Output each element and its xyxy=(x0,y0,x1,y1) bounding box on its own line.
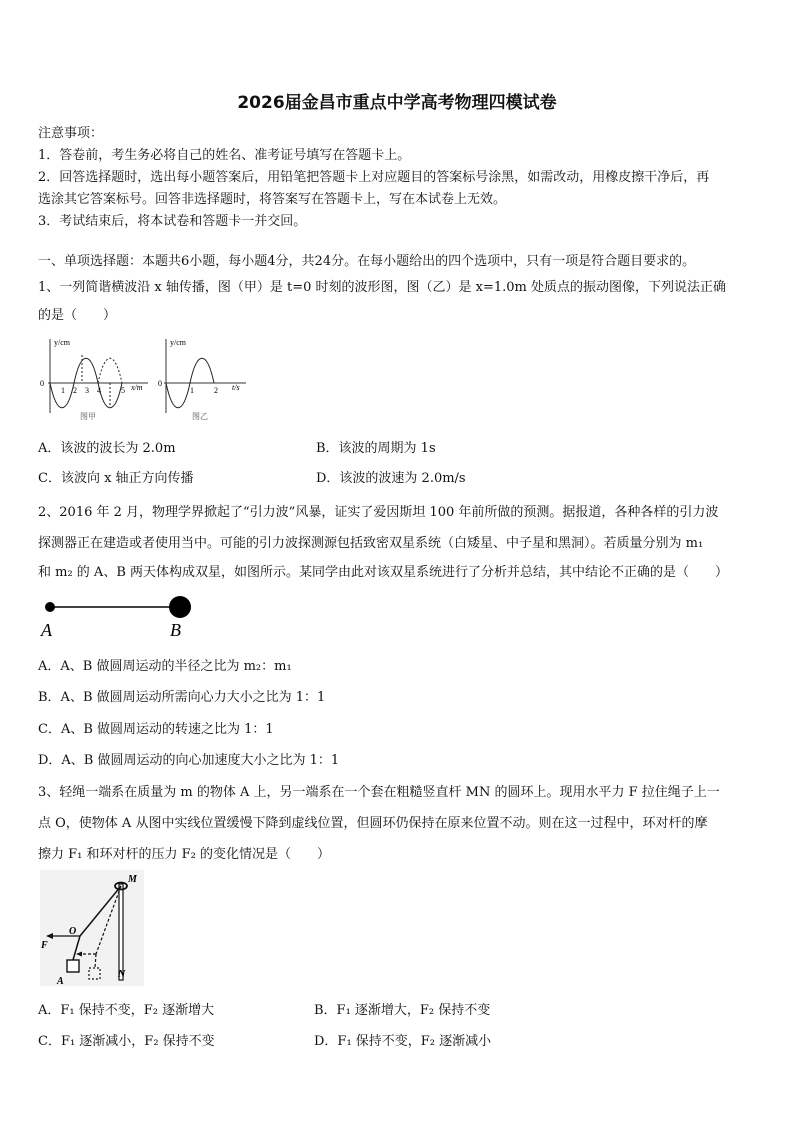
label-m: M xyxy=(128,874,137,885)
fig-a-caption: 图甲 xyxy=(80,412,96,421)
fig-a-xlabel: x/m xyxy=(131,383,143,392)
fig-a-tick-1: 1 xyxy=(61,386,65,395)
q1-option-b: B．该波的周期为 1s xyxy=(316,441,436,456)
fig-a-ylabel: y/cm xyxy=(54,338,70,347)
star-a xyxy=(45,602,55,612)
block-a xyxy=(67,960,79,972)
fig-b-caption: 图乙 xyxy=(192,412,208,421)
q3-stem-line1: 3、轻绳一端系在质量为 m 的物体 A 上，另一端系在一个套在粗糙竖直杆 MN 的圆环上。现用水平力 F 拉住绳子上一 xyxy=(38,785,720,800)
star-b-label: B xyxy=(170,620,181,640)
q2-option-d: D．A、B 做圆周运动的向心加速度大小之比为 1：1 xyxy=(38,753,340,768)
page-title: 2026届金昌市重点中学高考物理四模试卷 xyxy=(237,93,557,113)
q2-stem-line2: 探测器正在建造或者使用当中。可能的引力波探测源包括致密双星系统（白矮星、中子星和黑洞）。若质量分别为 m₁ xyxy=(38,536,704,551)
section-heading: 一、单项选择题：本题共6小题，每小题4分，共24分。在每小题给出的四个选项中，只有一项是符合题目要求的。 xyxy=(38,254,696,269)
q3-stem-line2: 点 O，使物体 A 从图中实线位置缓慢下降到虚线位置，但圆环仍保持在原来位置不动。则在这一过程中，环对杆的摩 xyxy=(38,816,708,831)
q1-stem-line2: 的是（ ） xyxy=(38,308,117,323)
q3-option-d: D．F₁ 保持不变，F₂ 逐渐减小 xyxy=(314,1034,492,1049)
fig-a-tick-4: 4 xyxy=(97,386,101,395)
q3-rope-figure xyxy=(36,868,148,990)
label-f: F xyxy=(41,940,48,951)
rod-mn xyxy=(119,884,123,980)
notice-item-3: 3．考试结束后，将本试卷和答题卡一并交回。 xyxy=(38,214,307,229)
q3-option-c: C．F₁ 逐渐减小，F₂ 保持不变 xyxy=(38,1034,215,1049)
fig-b-ylabel: y/cm xyxy=(170,338,186,347)
q1-stem-line1: 1、一列简谐横波沿 x 轴传播，图（甲）是 t=0 时刻的波形图，图（乙）是 x=1.0m 处质点的振动图像，下列说法正确 xyxy=(38,280,727,295)
fig-b-origin: 0 xyxy=(158,379,162,388)
q1-figure-b-vibration xyxy=(158,333,253,425)
fig-a-origin: 0 xyxy=(40,379,44,388)
q1-option-c: C．该波向 x 轴正方向传播 xyxy=(38,471,194,486)
q3-option-b: B．F₁ 逐渐增大，F₂ 保持不变 xyxy=(314,1003,491,1018)
q2-option-a: A．A、B 做圆周运动的半径之比为 m₂：m₁ xyxy=(38,659,292,674)
star-b xyxy=(169,596,191,618)
notice-heading: 注意事项： xyxy=(38,126,104,141)
figure-background xyxy=(40,870,144,986)
q2-option-c: C．A、B 做圆周运动的转速之比为 1：1 xyxy=(38,722,274,737)
notice-item-1: 1．答卷前，考生务必将自己的姓名、准考证号填写在答题卡上。 xyxy=(38,148,411,163)
fig-a-tick-5: 5 xyxy=(121,386,125,395)
q1-option-a: A．该波的波长为 2.0m xyxy=(38,441,176,456)
q2-stem-line1: 2、2016 年 2 月，物理学界掀起了“引力波”风暴，证实了爱因斯坦 100 年前所做的预测。据报道，各种各样的引力波 xyxy=(38,505,719,520)
star-a-label: A xyxy=(41,620,52,640)
label-n: N xyxy=(118,969,126,980)
notice-item-2: 2．回答选择题时，选出每小题答案后，用铅笔把答题卡上对应题目的答案标号涂黑，如需改动，用橡皮擦干净后，再 xyxy=(38,170,710,185)
q2-binary-star-figure xyxy=(38,590,198,642)
fig-b-xlabel: t/s xyxy=(232,383,240,392)
fig-a-tick-3: 3 xyxy=(85,386,89,395)
label-a: A xyxy=(57,976,64,987)
q3-option-a: A．F₁ 保持不变，F₂ 逐渐增大 xyxy=(38,1003,215,1018)
q2-option-b: B．A、B 做圆周运动所需向心力大小之比为 1：1 xyxy=(38,690,326,705)
fig-b-tick-1: 1 xyxy=(190,386,194,395)
notice-item-2-cont: 选涂其它答案标号。回答非选择题时，将答案写在答题卡上，写在本试卷上无效。 xyxy=(38,192,507,207)
q3-stem-line3: 擦力 F₁ 和环对杆的压力 F₂ 的变化情况是（ ） xyxy=(38,847,330,862)
q2-stem-line3: 和 m₂ 的 A、B 两天体构成双星，如图所示。某同学由此对该双星系统进行了分析并总结，其中结论不正确的是（ ） xyxy=(38,565,729,580)
fig-b-tick-2: 2 xyxy=(214,386,218,395)
q1-figure-a-waveform xyxy=(40,333,155,425)
label-o: O xyxy=(69,926,77,937)
fig-a-tick-2: 2 xyxy=(73,386,77,395)
q1-option-d: D．该波的波速为 2.0m/s xyxy=(316,471,466,486)
